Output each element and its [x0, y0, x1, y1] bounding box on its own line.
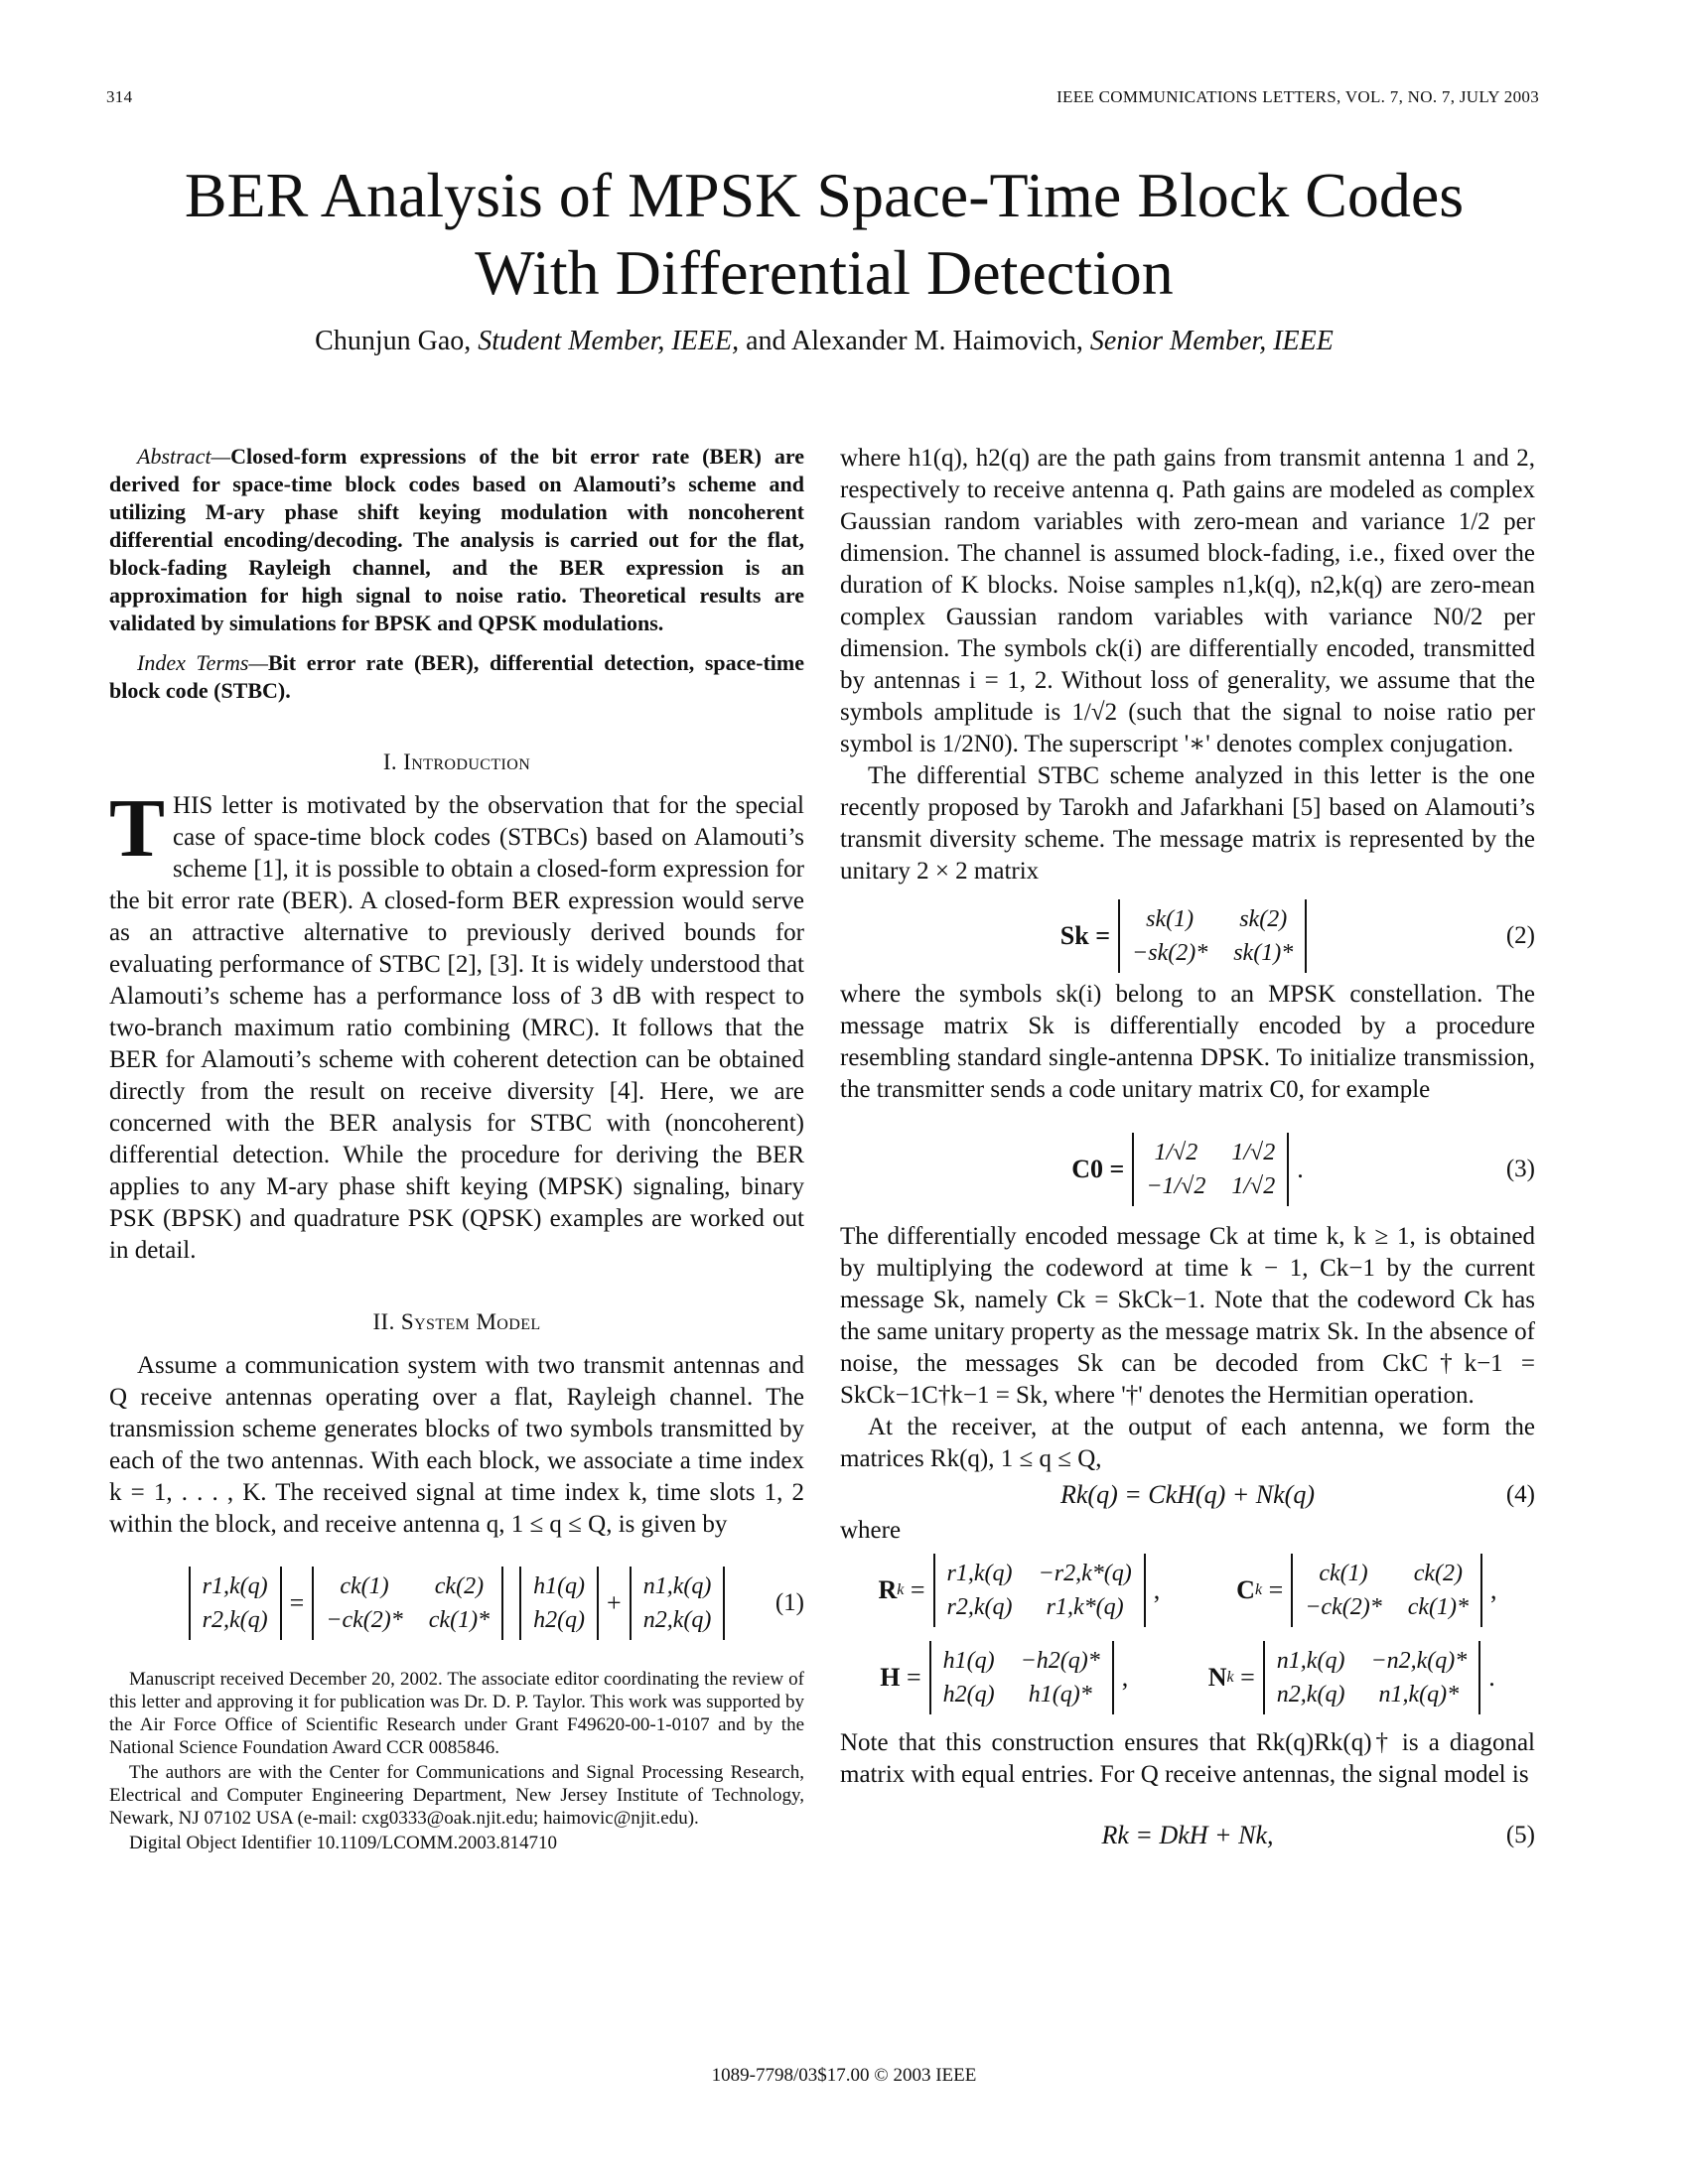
eq1-r-vector — [189, 1567, 282, 1640]
eq3-m21: −1/√2 — [1146, 1173, 1206, 1199]
author-and: and — [746, 326, 786, 356]
eq1-r1: r1,k(q) — [202, 1573, 268, 1599]
equation-number-5: (5) — [1505, 1822, 1535, 1848]
abstract-text: Closed-form expressions of the bit error rate (BER) are derived for space-time block codes based on Alamouti’s scheme and utilizing M-ary phase shift keying modulation with noncoherent differential encoding/decoding. The analysis is carried out for the flat, block-fading Rayleigh channel, and the BER expression is an approximation for high signal to noise ratio. Theoretical results are validated by simulations for BPSK and QPSK modulations. — [109, 444, 804, 635]
eq1-c12: ck(2) — [434, 1573, 485, 1599]
equation-4 — [840, 1475, 1535, 1515]
page-number: 314 — [106, 87, 133, 106]
abstract — [109, 443, 804, 637]
def-n12: −n2,k(q)* — [1370, 1648, 1468, 1674]
def-n11: n1,k(q) — [1276, 1648, 1345, 1674]
paper-title — [60, 157, 1589, 312]
def-c22: ck(1)* — [1407, 1594, 1470, 1620]
footnote-received: Manuscript received December 20, 2002. The associate editor coordinating the review of this letter and approving it for publication was Dr. D. P. Taylor. This work was supported by the Air Force Office of Scientific Research under Grant F49620-00-1-0107 and by the National Science Foundation Award CCR 0085846. — [109, 1669, 804, 1758]
def-n: N k = n1,k(q) −n2,k(q)* n2,k(q) n1,k(q)* . — [1208, 1641, 1495, 1714]
def-r: R k = r1,k(q) −r2,k*(q) r2,k(q) r1,k*(q) , — [878, 1554, 1160, 1627]
def-r-matrix — [933, 1554, 1146, 1627]
left-column — [109, 443, 804, 1856]
right-column — [840, 443, 1535, 1860]
def-c12: ck(2) — [1413, 1561, 1464, 1586]
index-terms-lead: Index Terms— — [137, 650, 268, 675]
author-1-role: Student Member, IEEE, — [478, 326, 740, 356]
equation-5 — [840, 1811, 1535, 1860]
eq1-c21: −ck(2)* — [326, 1607, 403, 1633]
def-r11: r1,k(q) — [946, 1561, 1013, 1586]
system-model-paragraph: Assume a communication system with two transmit antennas and Q receive antennas operating over a flat, Rayleigh channel. The transmission scheme generates blocks of two symbols transmitted by each of the two antennas. With each block, we associate a time index k = 1, . . . , K. The received signal at time index k, time slots 1, 2 within the block, and receive antenna q, 1 ≤ q ≤ Q, is given by — [109, 1352, 804, 1538]
def-r22: r1,k*(q) — [1046, 1594, 1124, 1620]
eq1-h-vector — [519, 1567, 599, 1640]
section-heading-system-model: II. System Model — [372, 1309, 541, 1334]
eq3-lhs: C0 = — [1071, 1155, 1125, 1183]
def-n22: n1,k(q)* — [1378, 1682, 1460, 1707]
def-c11: ck(1) — [1319, 1561, 1368, 1586]
drop-cap: T — [109, 782, 166, 875]
def-h22: h1(q)* — [1028, 1682, 1092, 1707]
author-2: Alexander M. Haimovich, — [790, 326, 1083, 356]
index-terms-text: Bit error rate (BER), differential detection, space-time block code (STBC). — [109, 650, 804, 703]
eq3-period: . — [1297, 1155, 1304, 1183]
def-c-matrix — [1291, 1554, 1482, 1627]
where-label: where — [840, 1517, 902, 1544]
title-line-2: With Differential Detection — [475, 237, 1174, 308]
eq4-body: Rk(q) = CkH(q) + Nk(q) — [1059, 1480, 1315, 1509]
footnote-doi: Digital Object Identifier 10.1109/LCOMM.2003.814710 — [129, 1833, 557, 1853]
def-r12: −r2,k*(q) — [1038, 1561, 1132, 1586]
def-r21: r2,k(q) — [946, 1594, 1013, 1620]
footnotes — [109, 1668, 804, 1854]
eq3-m11: 1/√2 — [1154, 1140, 1198, 1165]
equation-number-2: (2) — [1505, 922, 1535, 949]
eq1-c11: ck(1) — [340, 1573, 389, 1599]
author-2-role: Senior Member, IEEE — [1089, 326, 1334, 356]
equation-2 — [840, 893, 1535, 979]
title-line-1: BER Analysis of MPSK Space-Time Block Codes — [184, 160, 1465, 230]
section-heading-introduction: I. Introduction — [382, 750, 531, 774]
intro-paragraph — [109, 782, 804, 1267]
def-h-matrix — [929, 1641, 1114, 1714]
eq2-matrix — [1118, 899, 1307, 973]
eq1-c22: ck(1)* — [428, 1607, 491, 1633]
right-paragraph-1: where h1(q), h2(q) are the path gains from transmit antenna 1 and 2, respectively to receive antenna q. Path gains are modeled as complex Gaussian random variables with zero-mean and variance 1/2 per dimension. The channel is assumed block-fading, i.e., fixed over the duration of K blocks. Noise samples n1,k(q), n2,k(q) are zero-mean complex Gaussian random variables with variance N0/2 per dimension. The symbols ck(i) are differentially encoded, transmitted by antennas i = 1, 2. Without loss of generality, we assume that the symbols amplitude is 1/√2 (such that the signal to noise ratio per symbol is 1/2N0). The superscript '∗' denotes complex conjugation. — [840, 445, 1535, 757]
equation-3 — [840, 1118, 1535, 1221]
def-c21: −ck(2)* — [1305, 1594, 1382, 1620]
equation-number-4: (4) — [1505, 1481, 1535, 1508]
eq1-r2: r2,k(q) — [202, 1607, 268, 1633]
eq1-c-matrix — [312, 1567, 503, 1640]
eq3-matrix — [1132, 1133, 1289, 1206]
eq1-n-vector — [630, 1567, 726, 1640]
equation-number-3: (3) — [1505, 1156, 1535, 1182]
copyright-line: 1089-7798/03$17.00 © 2003 IEEE — [711, 2065, 977, 2086]
right-paragraph-6: Note that this construction ensures that Rk(q)Rk(q)† is a diagonal matrix with equal entries. For Q receive antennas, the signal model is — [840, 1729, 1535, 1788]
eq1-n1: n1,k(q) — [642, 1573, 712, 1599]
def-h11: h1(q) — [942, 1648, 995, 1674]
eq1-h2: h2(q) — [533, 1607, 586, 1633]
equation-1: r1,k(q) r2,k(q) = ck(1) ck(2) −ck(2)* ck(1)* h1(q) h2(q) + n1,k(q) n2,k(q) (1) — [109, 1559, 804, 1648]
def-n21: n2,k(q) — [1276, 1682, 1345, 1707]
eq2-m21: −sk(2)* — [1132, 940, 1208, 966]
eq2-lhs: Sk = — [1059, 921, 1111, 950]
eq5-body: Rk = DkH + Nk, — [1101, 1821, 1274, 1849]
eq3-m22: 1/√2 — [1231, 1173, 1276, 1199]
def-h12: −h2(q)* — [1020, 1648, 1100, 1674]
eq2-m12: sk(2) — [1239, 906, 1288, 932]
def-n-matrix — [1263, 1641, 1480, 1714]
eq2-m11: sk(1) — [1146, 906, 1195, 932]
definitions-h-n — [840, 1634, 1535, 1721]
eq2-m22: sk(1)* — [1233, 940, 1294, 966]
author-line — [60, 326, 1589, 357]
abstract-lead: Abstract— — [137, 444, 231, 469]
def-h21: h2(q) — [942, 1682, 995, 1707]
eq3-m12: 1/√2 — [1231, 1140, 1276, 1165]
right-paragraph-2: The differential STBC scheme analyzed in this letter is the one recently proposed by Tarokh and Jafarkhani [5] based on Alamouti’s transmit diversity scheme. The message matrix is represented by the unitary 2 × 2 matrix — [840, 762, 1535, 885]
def-h: H = h1(q) −h2(q)* h2(q) h1(q)* , — [880, 1641, 1128, 1714]
equation-number-1: (1) — [774, 1589, 804, 1616]
eq1-n2: n2,k(q) — [642, 1607, 712, 1633]
footnote-affiliation: The authors are with the Center for Communications and Signal Processing Research, Electrical and Computer Engineering Department, New Jersey Institute of Technology, Newark, NJ 07102 USA (e-mail: cxg0333@oak.njit.edu; haimovic@njit.edu). — [109, 1762, 804, 1829]
right-paragraph-5: At the receiver, at the output of each antenna, we form the matrices Rk(q), 1 ≤ q ≤ Q, — [840, 1414, 1535, 1472]
right-paragraph-4: The differentially encoded message Ck at time k, k ≥ 1, is obtained by multiplying the codeword at time k − 1, Ck−1 by the current message Sk, namely Ck = SkCk−1. Note that the codeword Ck has the same unitary property as the message matrix Sk. In the absence of noise, the messages Sk can be decoded from CkC†k−1 = SkCk−1C†k−1 = Sk, where '†' denotes the Hermitian operation. — [840, 1223, 1535, 1409]
definitions-r-c — [840, 1547, 1535, 1634]
def-c: C k = ck(1) ck(2) −ck(2)* ck(1)* , — [1236, 1554, 1496, 1627]
author-1: Chunjun Gao, — [315, 326, 472, 356]
eq1-h1: h1(q) — [533, 1573, 586, 1599]
intro-text: HIS letter is motivated by the observation that for the special case of space-time block codes (STBCs) based on Alamouti’s scheme [1], it is possible to obtain a closed-form expression for the bit error rate (BER). A closed-form BER expression would serve as an attractive alternative to previously derived bounds for evaluating performance of STBC [2], [3]. It is widely understood that Alamouti’s scheme has a performance loss of 3 dB with respect to two-branch maximum ratio combining (MRC). It follows that the BER for Alamouti’s scheme with coherent detection can be obtained directly from the result on receive diversity [4]. Here, we are concerned with the BER analysis for STBC with (noncoherent) differential detection. While the procedure for deriving the BER applies to any M-ary phase shift keying (MPSK) signaling, binary PSK (BPSK) and quadrature PSK (QPSK) examples are worked out in detail. — [109, 792, 804, 1264]
index-terms — [109, 649, 804, 705]
running-header: IEEE COMMUNICATIONS LETTERS, VOL. 7, NO. 7, JULY 2003 — [1056, 87, 1539, 106]
right-paragraph-3: where the symbols sk(i) belong to an MPSK constellation. The message matrix Sk is differentially encoded by a procedure resembling standard single-antenna DPSK. To initialize transmission, the transmitter sends a code unitary matrix C0, for example — [840, 981, 1535, 1103]
